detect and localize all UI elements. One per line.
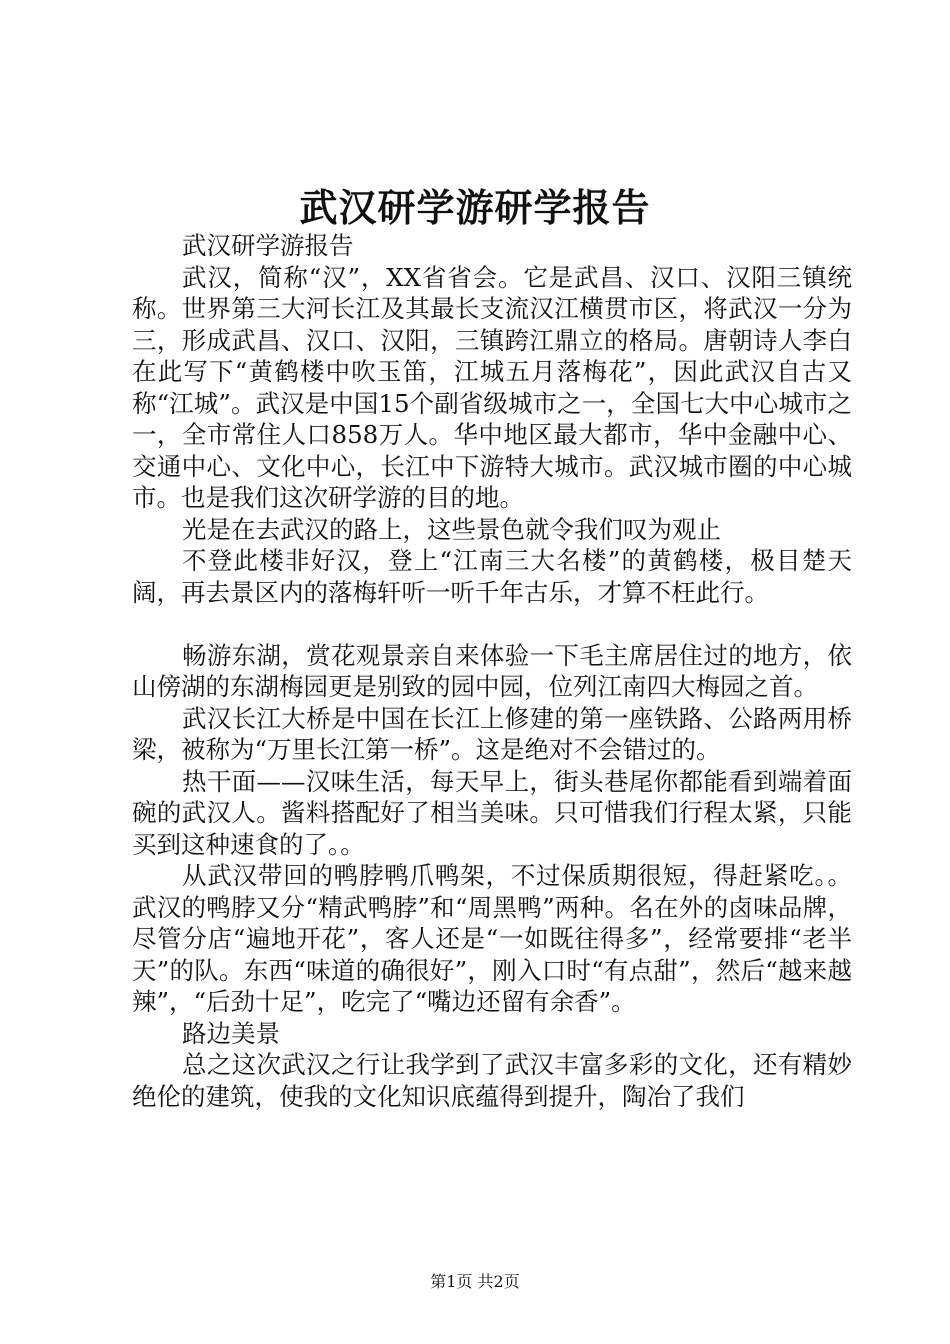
page-title: 武汉研学游研学报告 [299, 185, 651, 230]
paragraph-conclusion: 总之这次武汉之行让我学到了武汉丰富多彩的文化，还有精妙绝伦的建筑，使我的文化知识底蕴得到提升，陶冶了我们 [132, 1050, 852, 1111]
paragraph-on-the-way: 光是在去武汉的路上，这些景色就令我们叹为观止 [182, 514, 721, 544]
paragraph-subtitle: 武汉研学游报告 [182, 231, 354, 260]
paragraph-yangtze-bridge: 武汉长江大桥是中国在长江上修建的第一座铁路、公路两用桥梁，被称为“万里长江第一桥”。这是绝对不会错过的。 [132, 703, 852, 764]
paragraph-hot-dry-noodles: 热干面——汉味生活，每天早上，街头巷尾你都能看到端着面碗的武汉人。酱料搭配好了相当美味。只可惜我们行程太紧，只能买到这种速食的了。。 [132, 766, 852, 859]
paragraph-gap [132, 608, 852, 640]
paragraph-east-lake: 畅游东湖，赏花观景亲自来体验一下毛主席居住过的地方，依山傍湖的东湖梅园更是别致的园中园，位列江南四大梅园之首。 [132, 640, 852, 701]
document-body [132, 230, 852, 1112]
paragraph-roadside-scenery: 路边美景 [182, 1018, 280, 1048]
paragraph-yellow-crane-tower: 不登此楼非好汉，登上“江南三大名楼”的黄鹤楼，极目楚天阔，再去景区内的落梅轩听一听千年古乐，才算不枉此行。 [132, 546, 852, 607]
paragraph-duck-neck: 从武汉带回的鸭脖鸭爪鸭架，不过保质期很短，得赶紧吃。。武汉的鸭脖又分“精武鸭脖”和“周黑鸭”两种。名在外的卤味品牌，尽管分店“遍地开花”，客人还是“一如既往得多”，经常要排“老半天”的队。东西“味道的确很好”，刚入口时“有点甜”，然后“越来越辣”，“后劲十足”，吃完了“嘴边还留有余香”。 [132, 861, 852, 1016]
page-number-footer: 第1页 共2页 [430, 1272, 520, 1291]
paragraph-intro: 武汉，简称“汉”，XX省省会。它是武昌、汉口、汉阳三镇统称。世界第三大河长江及其最长支流汉江横贯市区，将武汉一分为三，形成武昌、汉口、汉阳，三镇跨江鼎立的格局。唐朝诗人李白在此写下“黄鹤楼中吹玉笛，江城五月落梅花”，因此武汉自古又称“江城”。武汉是中国15个副省级城市之一，全国七大中心城市之一，全市常住人口858万人。华中地区最大都市，华中金融中心、交通中心、文化中心，长江中下游特大城市。武汉城市圈的中心城市。也是我们这次研学游的目的地。 [132, 262, 852, 512]
